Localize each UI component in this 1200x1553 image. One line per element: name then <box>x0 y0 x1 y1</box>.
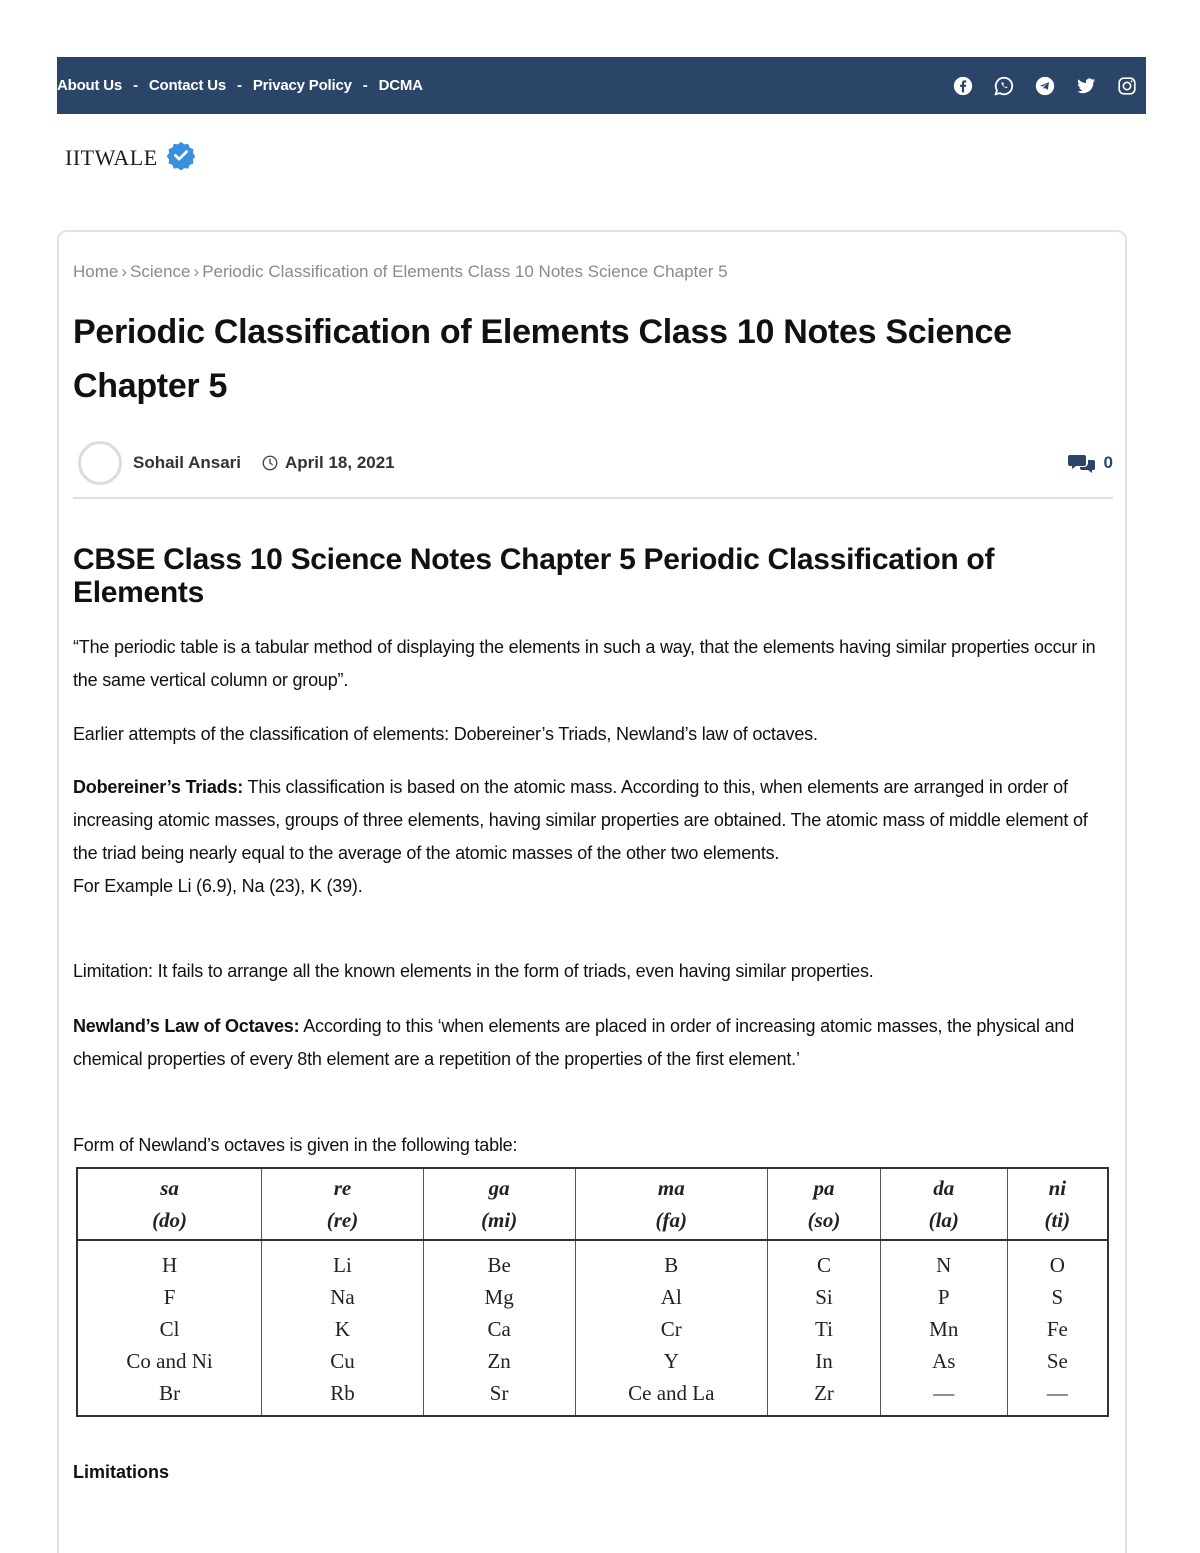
nav-contact-us[interactable]: Contact Us <box>148 77 227 94</box>
newland-label: Newland’s Law of Octaves: <box>73 1016 300 1036</box>
site-name: IITWALE <box>65 144 158 170</box>
element-entry: Ti <box>815 1317 833 1341</box>
element-entry: K <box>334 1317 351 1341</box>
table-header-row <box>77 1168 1108 1240</box>
nav-privacy-policy[interactable]: Privacy Policy <box>252 77 352 94</box>
element-entry: Na <box>330 1285 355 1309</box>
header-solfege: (do) <box>152 1208 188 1232</box>
header-solfege: (ti) <box>1044 1208 1071 1232</box>
header-solfege: (la) <box>928 1208 959 1232</box>
table-header-cell <box>77 1168 262 1240</box>
element-entry: — <box>1046 1381 1068 1405</box>
breadcrumb-home[interactable]: Home <box>73 262 119 281</box>
table-header-cell <box>1007 1168 1108 1240</box>
nav-separator: - <box>133 77 138 94</box>
paragraph-newland <box>73 1010 1113 1076</box>
header-solfege: (fa) <box>655 1208 688 1232</box>
element-entry: Mg <box>484 1285 514 1309</box>
element-entry: Cl <box>159 1317 180 1341</box>
breadcrumb-science[interactable]: Science <box>130 262 191 281</box>
breadcrumb-current: Periodic Classification of Elements Class 10 Notes Science Chapter 5 <box>202 262 728 281</box>
header-note: ma <box>657 1176 685 1200</box>
element-entry: Cu <box>330 1349 355 1373</box>
element-entry: Zn <box>487 1349 511 1373</box>
element-entry: Al <box>660 1285 682 1309</box>
verified-badge-icon <box>166 140 196 175</box>
twitter-icon[interactable] <box>1075 75 1097 97</box>
clock-icon <box>261 454 279 472</box>
element-entry: Co and Ni <box>126 1349 213 1373</box>
instagram-icon[interactable] <box>1116 75 1138 97</box>
element-entry: Li <box>333 1253 352 1277</box>
paragraph-earlier-attempts: Earlier attempts of the classification of elements: Dobereiner’s Triads, Newland’s law of octaves. <box>73 724 818 744</box>
element-entry: Zr <box>814 1381 834 1405</box>
paragraph-limitation: Limitation: It fails to arrange all the known elements in the form of triads, even having similar properties. <box>73 961 874 981</box>
element-entry: Y <box>663 1349 679 1373</box>
table-column-cell <box>262 1240 424 1416</box>
element-entry: N <box>936 1253 952 1277</box>
table-column-cell <box>1007 1240 1108 1416</box>
header-note: ga <box>488 1176 510 1200</box>
table-column-cell <box>77 1240 262 1416</box>
table-body-row <box>77 1240 1108 1416</box>
avatar[interactable] <box>78 441 122 485</box>
dobereiner-label: Dobereiner’s Triads: <box>73 777 244 797</box>
header-solfege: (mi) <box>481 1208 518 1232</box>
element-entry: Ca <box>487 1317 511 1341</box>
table-column-cell <box>575 1240 768 1416</box>
element-entry: — <box>933 1381 955 1405</box>
top-bar <box>57 57 1146 114</box>
post-meta <box>78 440 1113 486</box>
element-entry: In <box>815 1349 833 1373</box>
element-entry: Rb <box>330 1381 355 1405</box>
table-header-cell <box>768 1168 881 1240</box>
header-solfege: (re) <box>326 1208 359 1232</box>
table-header-cell <box>423 1168 575 1240</box>
table-header-cell <box>262 1168 424 1240</box>
top-nav <box>57 77 423 94</box>
breadcrumb-separator: › <box>193 262 200 281</box>
author-name[interactable]: Sohail Ansari <box>133 453 242 472</box>
element-entry: Cr <box>660 1317 682 1341</box>
comments-icon <box>1068 452 1096 474</box>
element-entry: Br <box>159 1381 181 1405</box>
element-entry: Fe <box>1046 1317 1068 1341</box>
table-header-cell <box>575 1168 768 1240</box>
page-title: Periodic Classification of Elements Class 10 Notes Science Chapter 5 <box>73 313 1012 405</box>
facebook-icon[interactable] <box>952 75 974 97</box>
header-note: pa <box>813 1176 835 1200</box>
post-date <box>261 453 395 473</box>
telegram-icon[interactable] <box>1034 75 1056 97</box>
whatsapp-icon[interactable] <box>993 75 1015 97</box>
nav-separator: - <box>362 77 368 94</box>
element-entry: H <box>161 1253 178 1277</box>
post-date-text: April 18, 2021 <box>285 453 395 472</box>
nav-about-us[interactable]: About Us <box>57 77 123 94</box>
dobereiner-example: For Example Li (6.9), Na (23), K (39). <box>73 876 363 896</box>
social-links <box>952 75 1138 97</box>
element-entry: S <box>1051 1285 1064 1309</box>
element-entry: O <box>1049 1253 1065 1277</box>
table-column-cell <box>880 1240 1007 1416</box>
newland-text: According to this ‘when elements are placed in order of increasing atomic masses, the physical and chemical properties of every 8th element are a repetition of the properties of the first element.’ <box>73 1016 1075 1069</box>
element-entry: B <box>664 1253 679 1277</box>
nav-dcma[interactable]: DCMA <box>378 77 423 94</box>
element-entry: C <box>816 1253 831 1277</box>
comments-count: 0 <box>1103 453 1113 472</box>
section-heading: CBSE Class 10 Science Notes Chapter 5 Periodic Classification of Elements <box>73 543 995 609</box>
divider <box>73 497 1113 499</box>
element-entry: F <box>163 1285 176 1309</box>
comments-link[interactable] <box>1068 452 1113 474</box>
header-solfege: (so) <box>807 1208 841 1232</box>
element-entry: As <box>932 1349 956 1373</box>
header-note: re <box>333 1176 352 1200</box>
element-entry: Se <box>1046 1349 1068 1373</box>
paragraph-dobereiner <box>73 771 1113 903</box>
paragraph-definition: “The periodic table is a tabular method of displaying the elements in such a way, that the elements having similar properties occur in the same vertical column or group”. <box>73 637 1096 690</box>
element-entry: Be <box>487 1253 511 1277</box>
element-entry: P <box>937 1285 950 1309</box>
breadcrumb <box>73 262 728 282</box>
element-entry: Sr <box>489 1381 509 1405</box>
dobereiner-text: This classification is based on the atomic mass. According to this, when elements are arranged in order of increasing atomic masses, groups of three elements, having similar properties are obtained. The atomic mass of middle element of the triad being nearly equal to the average of the atomic masses of the other two elements. <box>73 777 1088 863</box>
table-header-cell <box>880 1168 1007 1240</box>
table-column-cell <box>768 1240 881 1416</box>
element-entry: Si <box>815 1285 833 1309</box>
limitations-heading: Limitations <box>73 1462 170 1482</box>
paragraph-table-intro: Form of Newland’s octaves is given in the following table: <box>73 1135 518 1155</box>
site-logo[interactable] <box>65 140 196 175</box>
newland-octaves-table <box>76 1167 1109 1417</box>
header-note: ni <box>1048 1176 1067 1200</box>
header-note: da <box>933 1176 955 1200</box>
element-entry: Ce and La <box>628 1381 715 1405</box>
header-note: sa <box>160 1176 179 1200</box>
nav-separator: - <box>237 77 242 94</box>
breadcrumb-separator: › <box>121 262 128 281</box>
element-entry: Mn <box>929 1317 959 1341</box>
table-column-cell <box>423 1240 575 1416</box>
